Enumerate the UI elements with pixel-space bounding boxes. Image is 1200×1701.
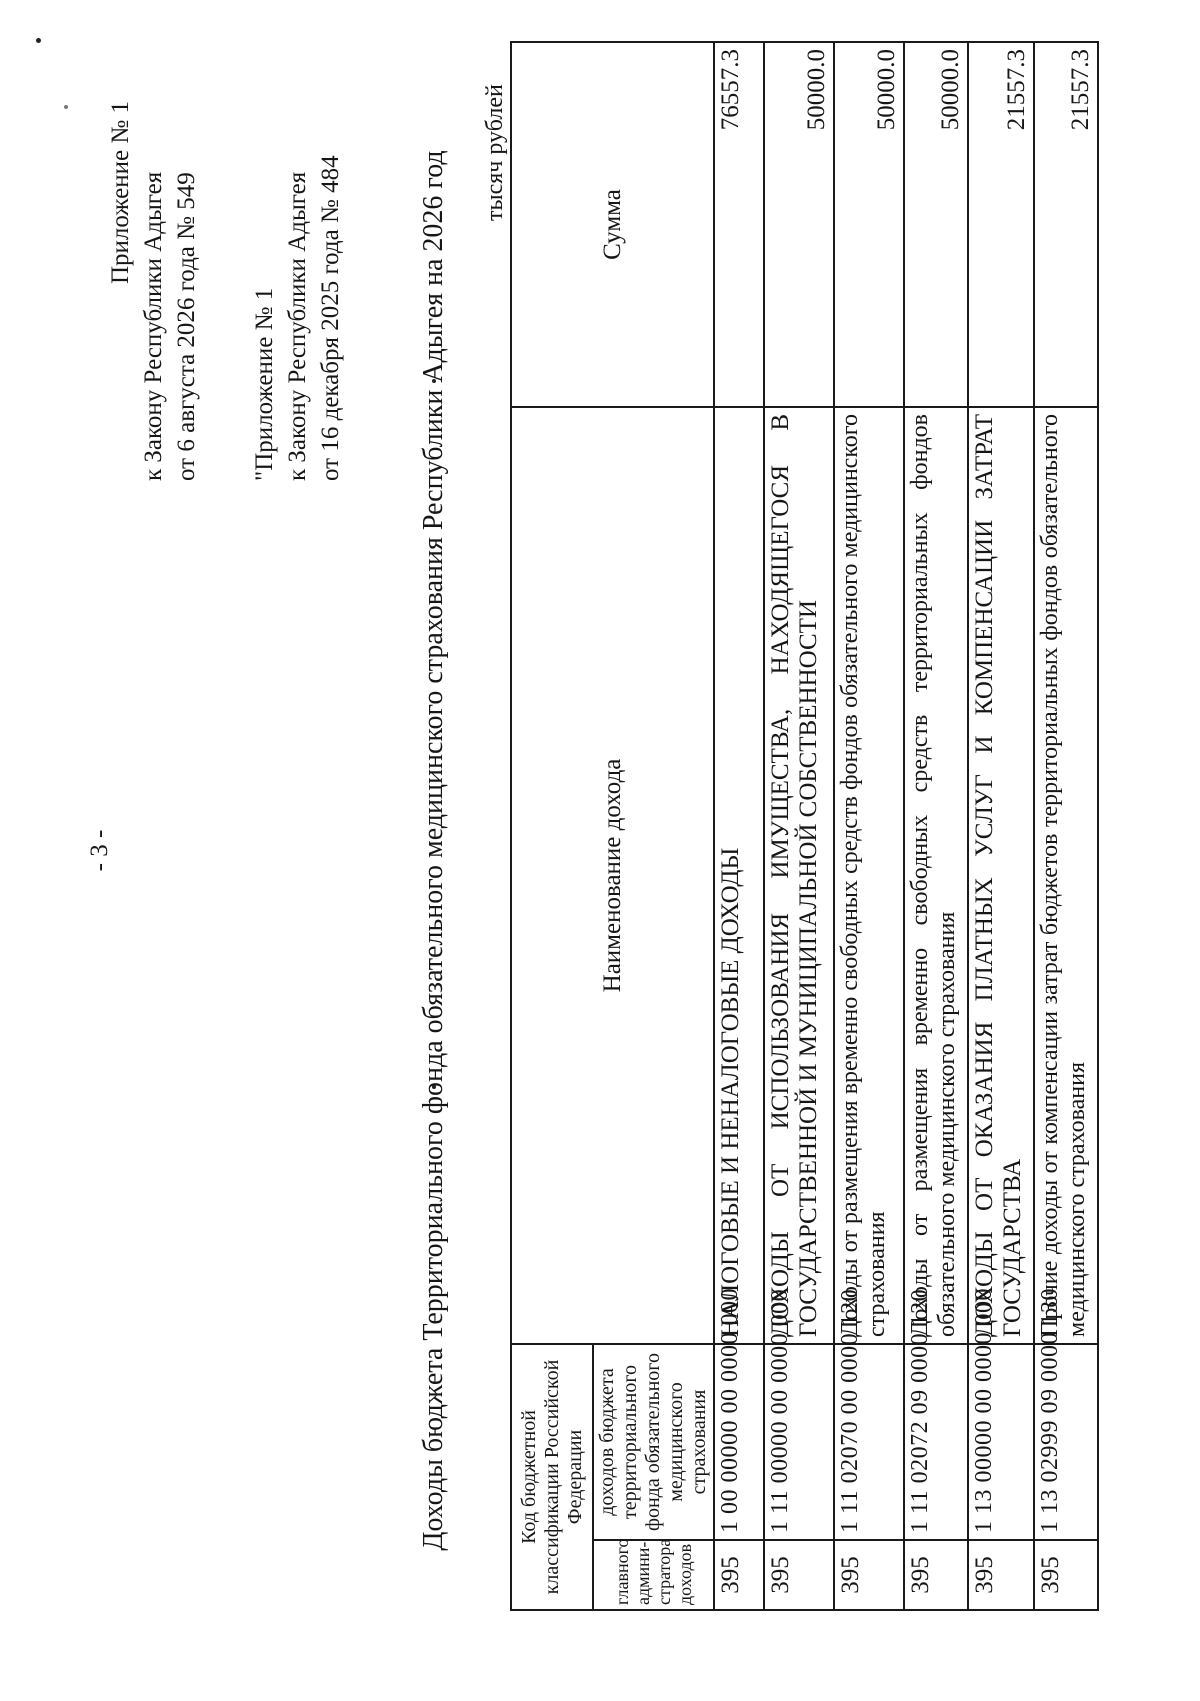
scan-speck [64, 105, 68, 109]
cell-admin-code: 395 [714, 1540, 764, 1610]
cell-admin-code: 395 [834, 1540, 904, 1610]
appendix-law-date: от 16 декабря 2025 года № 484 [317, 155, 344, 481]
cell-budget-code: 1 13 00000 00 0000 000 [968, 1344, 1034, 1540]
table-row [834, 42, 904, 1610]
table-row [968, 42, 1034, 1610]
cell-revenue-name: Доходы от размещения временно свободных средств территориальных фондов обязательного медицинского страхования [904, 407, 968, 1344]
page-number: - 3 - [86, 829, 113, 872]
cell-admin-code: 395 [1034, 1540, 1098, 1610]
cell-revenue-name: ДОХОДЫ ОТ ОКАЗАНИЯ ПЛАТНЫХ УСЛУГ И КОМПЕНСАЦИИ ЗАТРАТ ГОСУДАРСТВА [968, 407, 1034, 1344]
appendix-header-old [248, 155, 347, 481]
cell-budget-code: 1 13 02999 09 0000 130 [1034, 1344, 1098, 1540]
cell-admin-code: 395 [904, 1540, 968, 1610]
units-note: тысяч рублей [482, 84, 508, 221]
table-row [904, 42, 968, 1610]
appendix-title: "Приложение № 1 [251, 287, 278, 481]
revenue-table [510, 41, 1099, 1611]
cell-admin-code: 395 [764, 1540, 834, 1610]
table-row [714, 42, 764, 1610]
cell-sum: 21557.3 [1034, 42, 1098, 407]
cell-budget-code: 1 11 02070 00 0000 120 [834, 1344, 904, 1540]
appendix-title: Приложение № 1 [107, 101, 134, 285]
table-header-row [511, 42, 593, 1610]
cell-sum: 50000.0 [904, 42, 968, 407]
cell-budget-code: 1 11 00000 00 0000 000 [764, 1344, 834, 1540]
cell-budget-code: 1 00 00000 00 0000 000 [714, 1344, 764, 1540]
appendix-law-ref: к Закону Республики Адыгея [140, 171, 167, 481]
header-code-group: Код бюджетной классификации Российской Федерации [511, 1344, 593, 1610]
cell-sum: 50000.0 [834, 42, 904, 407]
cell-revenue-name: Доходы от размещения временно свободных средств фондов обязательного медицинского страхования [834, 407, 904, 1344]
cell-revenue-name: ДОХОДЫ ОТ ИСПОЛЬЗОВАНИЯ ИМУЩЕСТВА, НАХОДЯЩЕГОСЯ В ГОСУДАРСТВЕННОЙ И МУНИЦИПАЛЬНОЙ СОБСТВЕННОСТИ [764, 407, 834, 1344]
header-code: доходов бюджета территориального фонда обязательного медицинского страхования [593, 1344, 714, 1540]
table-row [1034, 42, 1098, 1610]
header-admin: главного админи-стратора доходов [593, 1540, 714, 1610]
appendix-law-date: от 6 августа 2026 года № 549 [173, 172, 200, 481]
appendix-law-ref: к Закону Республики Адыгея [284, 171, 311, 481]
document-title: Доходы бюджета Территориального фонда обязательного медицинского страхования Республики Адыгея на 2026 год [418, 150, 449, 1551]
scan-speck [36, 38, 41, 43]
cell-sum: 21557.3 [968, 42, 1034, 407]
header-sum: Сумма [511, 42, 714, 407]
appendix-header-new [104, 101, 203, 481]
cell-sum: 76557.3 [714, 42, 764, 407]
cell-revenue-name: НАЛОГОВЫЕ И НЕНАЛОГОВЫЕ ДОХОДЫ [714, 407, 764, 1344]
table-row [764, 42, 834, 1610]
cell-sum: 50000.0 [764, 42, 834, 407]
cell-budget-code: 1 11 02072 09 0000 120 [904, 1344, 968, 1540]
cell-admin-code: 395 [968, 1540, 1034, 1610]
header-name: Наименование дохода [511, 407, 714, 1344]
cell-revenue-name: Прочие доходы от компенсации затрат бюджетов территориальных фондов обязательного медицинского страхования [1034, 407, 1098, 1344]
